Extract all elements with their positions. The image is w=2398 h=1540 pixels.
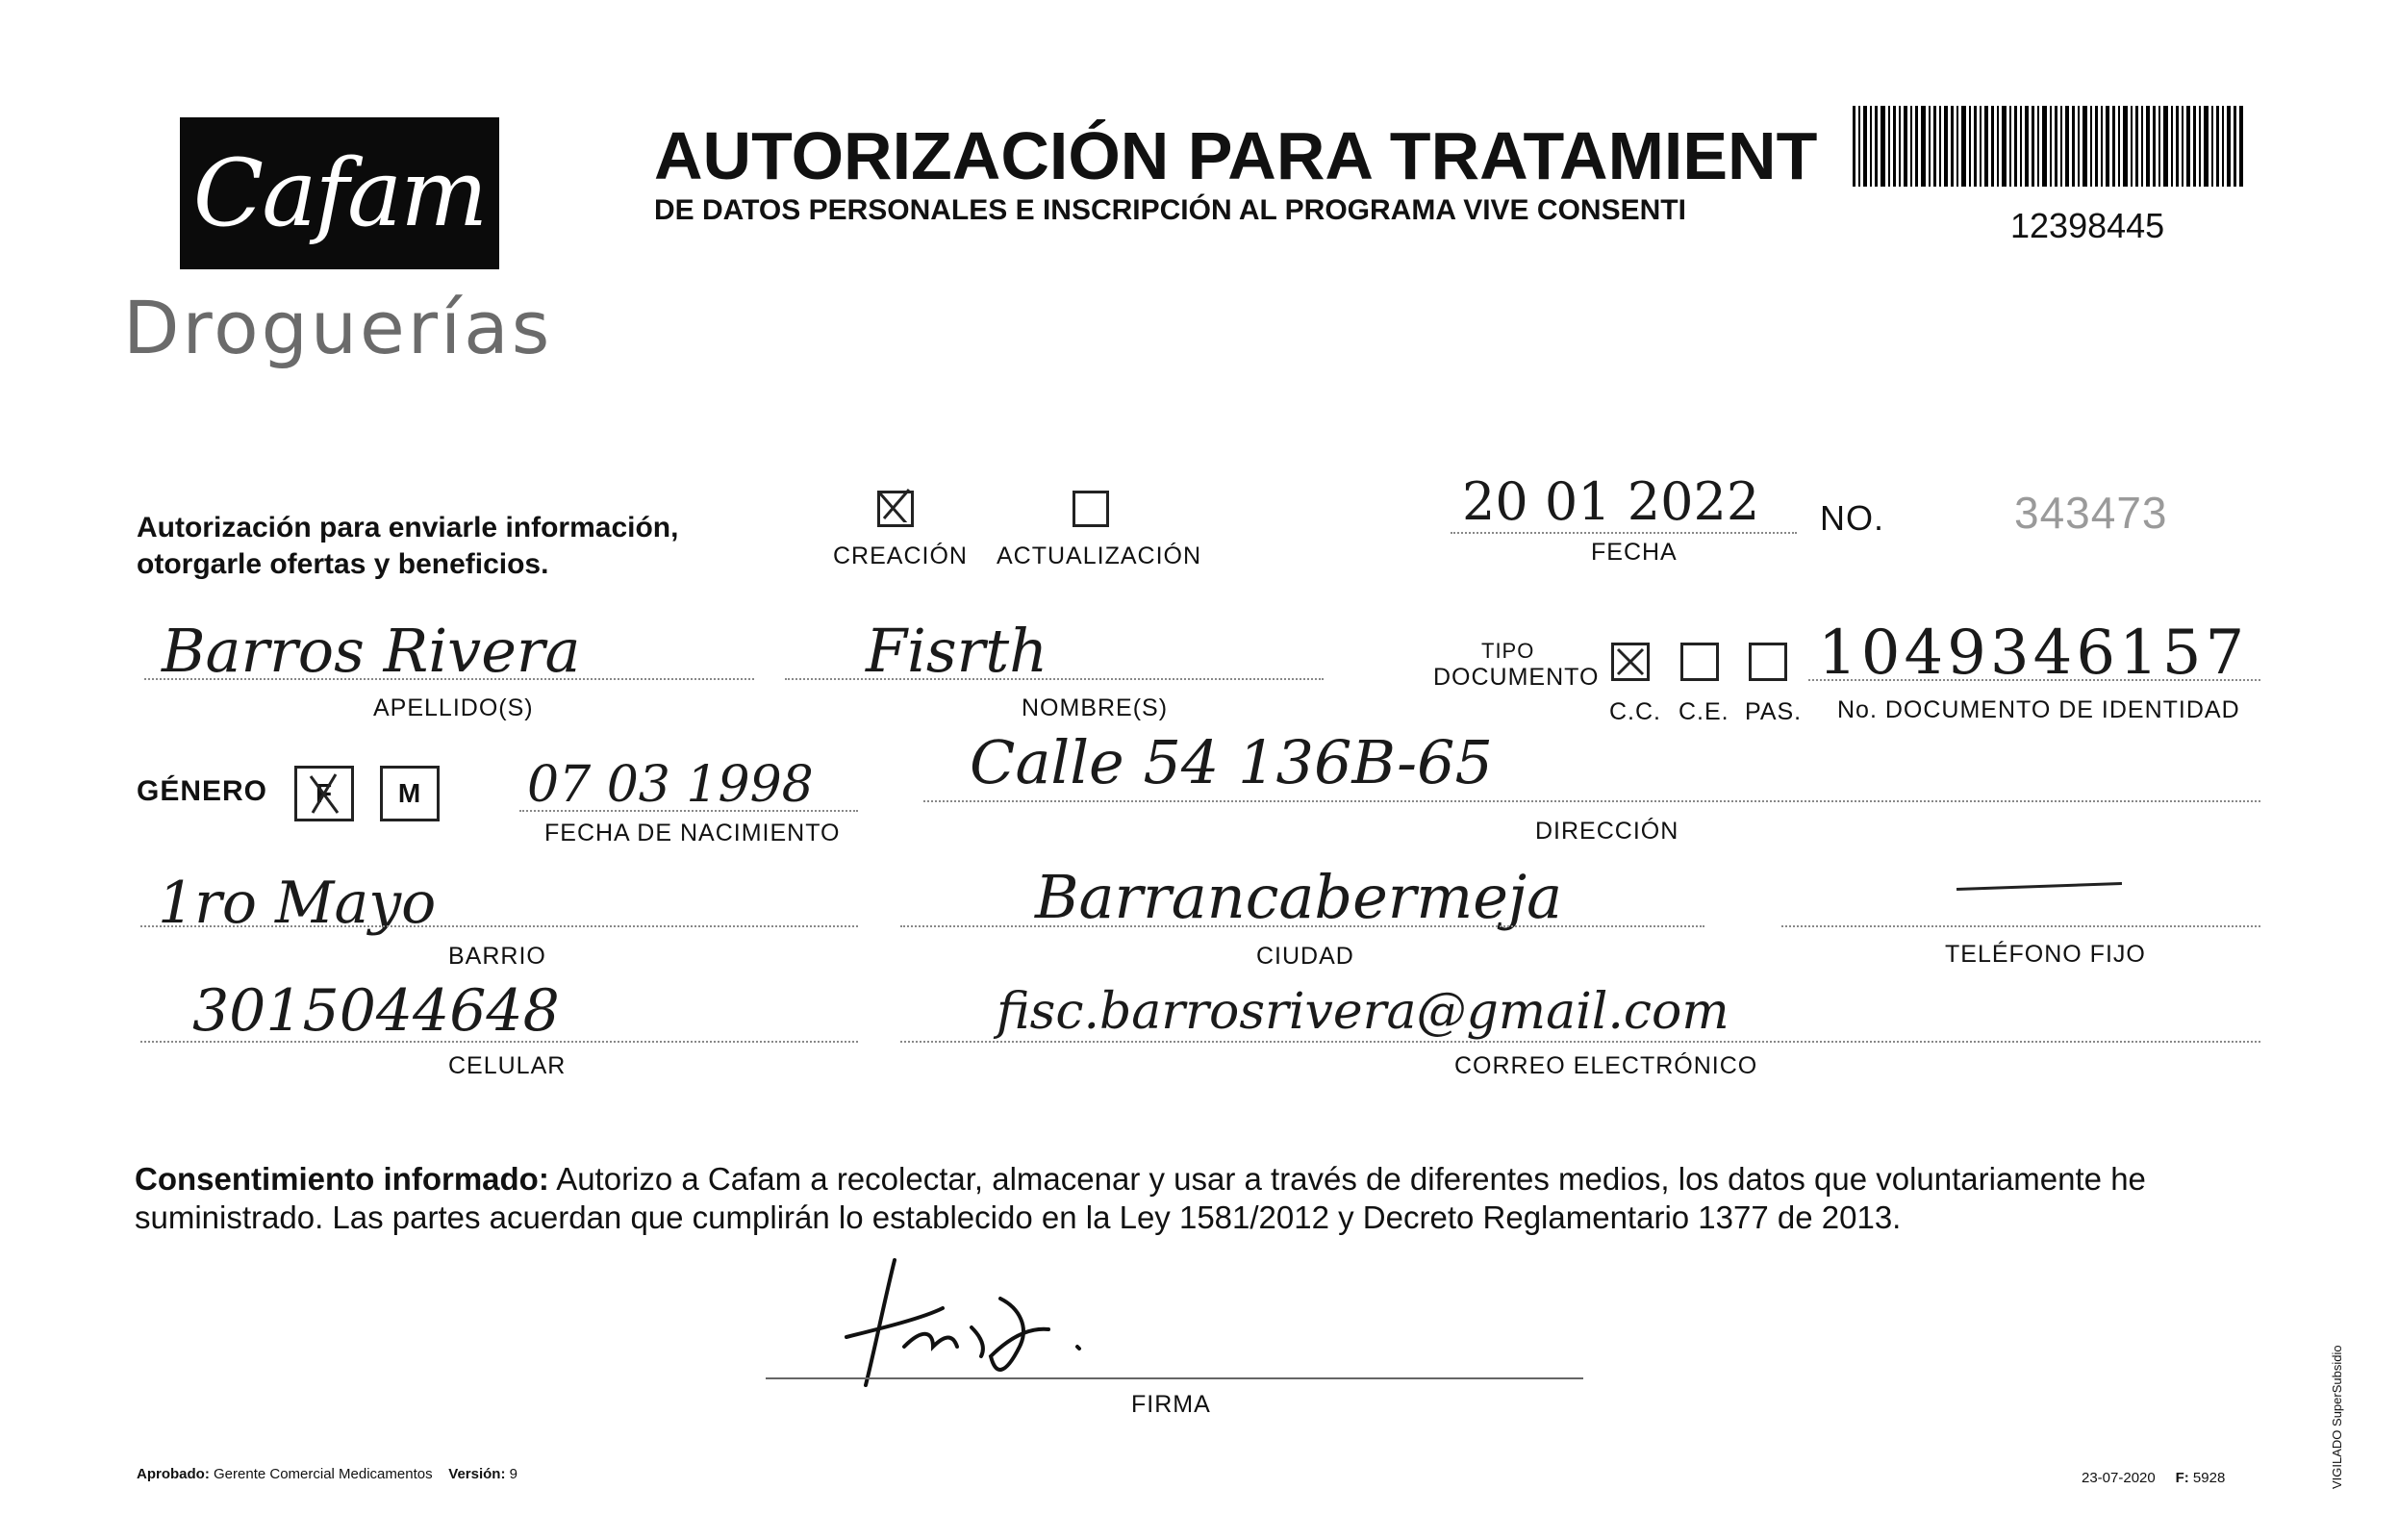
doc-type-label-2: DOCUMENTO <box>1433 664 1600 691</box>
creation-checkbox[interactable] <box>877 491 914 527</box>
barrio-line <box>140 925 858 927</box>
surname-label: APELLIDO(S) <box>373 694 534 721</box>
code-label: F: <box>2175 1470 2189 1486</box>
gender-label: GÉNERO <box>137 775 268 807</box>
birth-date-value[interactable]: 07 03 1998 <box>527 756 814 814</box>
footer-approved <box>137 1466 517 1482</box>
surname-value[interactable]: Barros Rivera <box>162 616 581 686</box>
no-label: NO. <box>1820 498 1885 538</box>
version-value: 9 <box>509 1466 517 1482</box>
doc-number-line <box>1808 679 2260 681</box>
phone-label: TELÉFONO FIJO <box>1945 941 2146 968</box>
name-value[interactable]: Fisrth <box>866 616 1048 686</box>
doc-number-label: No. DOCUMENTO DE IDENTIDAD <box>1837 696 2240 723</box>
doc-type-label-1: TIPO <box>1481 639 1535 663</box>
check-mark-icon <box>297 769 351 819</box>
cafam-logo: Cafam <box>192 139 487 247</box>
consent-paragraph <box>135 1160 2262 1237</box>
mobile-value[interactable]: 3015044648 <box>192 977 560 1045</box>
email-label: CORREO ELECTRÓNICO <box>1454 1052 1758 1079</box>
doc-cc-label: C.C. <box>1609 698 1661 725</box>
doc-ce-checkbox[interactable] <box>1680 643 1719 681</box>
doc-pas-label: PAS. <box>1745 698 1803 725</box>
authorization-intro-line2: otorgarle ofertas y beneficios. <box>137 548 549 580</box>
gender-m-label: M <box>397 778 422 808</box>
gender-f-label: F <box>315 778 334 808</box>
doc-pas-checkbox[interactable] <box>1749 643 1787 681</box>
update-label: ACTUALIZACIÓN <box>997 543 1202 569</box>
doc-number-value[interactable]: 1049346157 <box>1818 618 2249 689</box>
footer-date-code <box>2082 1470 2225 1486</box>
phone-line <box>1781 925 2260 927</box>
address-label: DIRECCIÓN <box>1535 818 1679 845</box>
check-mark-icon <box>874 486 911 522</box>
birth-date-label: FECHA DE NACIMIENTO <box>544 820 841 846</box>
birth-date-line <box>519 810 858 812</box>
signature-label: FIRMA <box>1131 1391 1211 1418</box>
city-line <box>900 925 1704 927</box>
barcode-icon <box>1853 106 2243 187</box>
date-value[interactable]: 20 01 2022 <box>1462 471 1760 532</box>
address-line <box>923 800 2260 802</box>
authorization-intro-line1: Autorización para enviarle información, <box>137 512 679 543</box>
name-label: NOMBRE(S) <box>1022 694 1169 721</box>
gender-m-checkbox[interactable] <box>380 766 440 821</box>
city-label: CIUDAD <box>1256 943 1354 970</box>
approved-value: Gerente Comercial Medicamentos <box>214 1466 433 1482</box>
form-number: 343473 <box>2014 488 2168 538</box>
date-label: FECHA <box>1591 539 1678 566</box>
form-title: AUTORIZACIÓN PARA TRATAMIENT <box>654 118 1818 193</box>
gender-f-checkbox[interactable] <box>294 766 354 821</box>
barrio-value[interactable]: 1ro Mayo <box>158 870 437 937</box>
date-line <box>1451 532 1797 534</box>
footer-date: 23-07-2020 <box>2082 1470 2156 1486</box>
mobile-label: CELULAR <box>448 1052 567 1079</box>
name-line <box>785 678 1324 680</box>
consent-heading: Consentimiento informado: <box>135 1161 549 1197</box>
barrio-label: BARRIO <box>448 943 546 970</box>
version-label: Versión: <box>448 1466 506 1482</box>
check-mark-icon <box>1614 645 1647 678</box>
barcode-number: 12398445 <box>2010 206 2165 245</box>
approved-label: Aprobado: <box>137 1466 210 1482</box>
address-value[interactable]: Calle 54 136B-65 <box>970 727 1493 797</box>
email-value[interactable]: fisc.barrosrivera@gmail.com <box>997 983 1729 1041</box>
vertical-supervisor-mark: VIGILADO SuperSubsidio <box>2330 1345 2344 1489</box>
code-value: 5928 <box>2192 1470 2226 1486</box>
phone-dash-mark <box>1956 882 2122 891</box>
doc-cc-checkbox[interactable] <box>1611 643 1650 681</box>
creation-label: CREACIÓN <box>833 543 968 569</box>
signature-line <box>766 1377 1583 1379</box>
doc-ce-label: C.E. <box>1679 698 1729 725</box>
form-subtitle: DE DATOS PERSONALES E INSCRIPCIÓN AL PROGRAMA VIVE CONSENTI <box>654 194 1686 226</box>
mobile-line <box>140 1041 858 1043</box>
surname-line <box>144 678 754 680</box>
update-checkbox[interactable] <box>1073 491 1109 527</box>
brand-subtext: Droguerías <box>123 285 553 370</box>
signature-scribble-icon <box>789 1241 1193 1395</box>
city-value[interactable]: Barrancabermeja <box>1035 862 1563 932</box>
email-line <box>900 1041 2260 1043</box>
consent-text: Autorizo a Cafam a recolectar, almacenar y usar a través de diferentes medios, los datos que voluntariamente he suministrado. Las partes acuerdan que cumplirán lo establecido en la Ley 1581/2012 y Decreto Reglamentario 1377 de 2013. <box>135 1161 2146 1235</box>
